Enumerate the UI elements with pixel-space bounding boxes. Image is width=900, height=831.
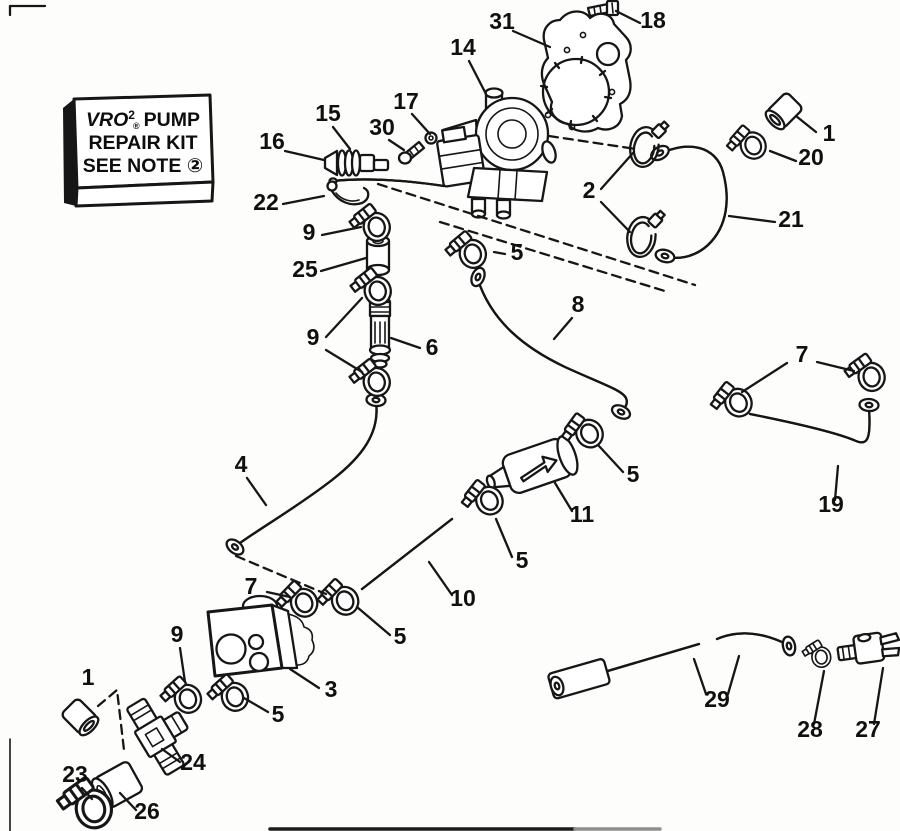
callout-7: 7	[795, 341, 809, 367]
callout-14: 14	[450, 34, 476, 60]
callout-29: 29	[704, 686, 730, 712]
note-line-3: SEE NOTE ②	[82, 155, 204, 177]
callout-23: 23	[62, 761, 88, 787]
leader-line-5	[357, 607, 390, 635]
leader-line-4	[247, 478, 266, 505]
leader-line-6	[391, 338, 420, 348]
hose-8	[478, 280, 627, 411]
callout-30: 30	[369, 114, 395, 140]
screw-30	[399, 142, 424, 164]
callout-31: 31	[489, 8, 515, 34]
hose-29b	[717, 633, 786, 644]
leader-line-5	[599, 446, 623, 472]
leader-line-7	[742, 363, 787, 392]
callout-21: 21	[778, 206, 804, 232]
clamp-7b	[704, 375, 756, 427]
callout-18: 18	[640, 7, 666, 33]
callout-9: 9	[306, 324, 320, 350]
hose-21	[660, 147, 727, 258]
clamp-7c	[841, 350, 887, 396]
callout-15: 15	[315, 100, 341, 126]
callout-2: 2	[582, 177, 596, 203]
callout-24: 24	[180, 749, 206, 775]
leader-line-22	[283, 196, 324, 204]
callout-6: 6	[425, 334, 439, 360]
leader-line-9	[326, 298, 362, 337]
callout-22: 22	[253, 189, 279, 215]
clamp-28	[800, 638, 832, 669]
callout-1: 1	[822, 120, 836, 146]
leader-line-5	[496, 519, 512, 557]
leader-line-16	[285, 151, 324, 160]
callout-17: 17	[393, 88, 419, 114]
callout-11: 11	[569, 501, 595, 527]
note-line-1: VRO$^2$ ® PUMP	[86, 108, 200, 131]
leader-line-21	[729, 216, 775, 222]
repair-kit-note-box	[63, 95, 213, 206]
callout-5: 5	[515, 547, 529, 573]
callout-9: 9	[302, 219, 316, 245]
cap-1-top	[763, 92, 804, 133]
callout-28: 28	[797, 716, 823, 742]
leader-line-14	[469, 61, 486, 94]
callout-5: 5	[626, 461, 640, 487]
callout-16: 16	[259, 128, 285, 154]
callout-9: 9	[170, 621, 184, 647]
leader-line-5	[494, 252, 505, 254]
leader-line-9	[326, 350, 362, 372]
leader-line-15	[333, 127, 350, 149]
leader-line-5	[244, 698, 268, 712]
callout-4: 4	[234, 451, 248, 477]
leader-line-20	[770, 151, 796, 161]
cap-1-bottom	[61, 698, 102, 739]
leader-line-9	[322, 227, 361, 235]
callout-26: 26	[134, 798, 160, 824]
hose-19	[750, 408, 870, 442]
clamp-20	[721, 119, 770, 168]
hose-4	[236, 402, 377, 546]
leader-line-17	[412, 114, 430, 134]
note-line-2: REPAIR KIT	[88, 132, 198, 154]
callout-1: 1	[81, 664, 95, 690]
callout-20: 20	[798, 144, 824, 170]
clamp-5e	[203, 670, 252, 719]
mounting-plate-31	[541, 12, 631, 132]
fuel-connector-27	[836, 630, 900, 667]
leader-line-25	[321, 258, 366, 271]
assembly-guide-1	[549, 136, 636, 149]
clamp-5d	[312, 573, 363, 623]
leader-line-2	[601, 153, 633, 189]
callout-3: 3	[324, 676, 338, 702]
leader-line-2	[601, 202, 630, 232]
callout-8: 8	[571, 291, 585, 317]
callout-5: 5	[271, 701, 285, 727]
leader-line-18	[616, 11, 640, 23]
assembly-guide-4	[98, 690, 124, 750]
callout-7: 7	[244, 573, 258, 599]
leader-line-3	[290, 669, 319, 688]
callout-25: 25	[292, 256, 318, 282]
inline-filter-6	[370, 298, 390, 368]
callout-5: 5	[510, 239, 524, 265]
thin-fuel-hose	[330, 178, 445, 186]
callout-19: 19	[818, 491, 844, 517]
leader-line-10	[429, 562, 452, 595]
callout-27: 27	[855, 716, 881, 742]
band-clamp-2a	[627, 115, 671, 170]
callout-5: 5	[393, 623, 407, 649]
page-corner-mark	[10, 6, 45, 15]
hose-29a	[548, 644, 699, 699]
vro-pump-14	[435, 89, 558, 219]
assembly-guides	[98, 136, 695, 750]
retainer-clip-22	[328, 182, 369, 205]
fuel-fitting-15-16	[325, 151, 388, 176]
hose-10	[362, 519, 452, 589]
leader-line-30	[389, 140, 404, 150]
leader-line-1	[796, 116, 816, 132]
callout-10: 10	[450, 585, 476, 611]
leader-line-8	[554, 318, 572, 339]
